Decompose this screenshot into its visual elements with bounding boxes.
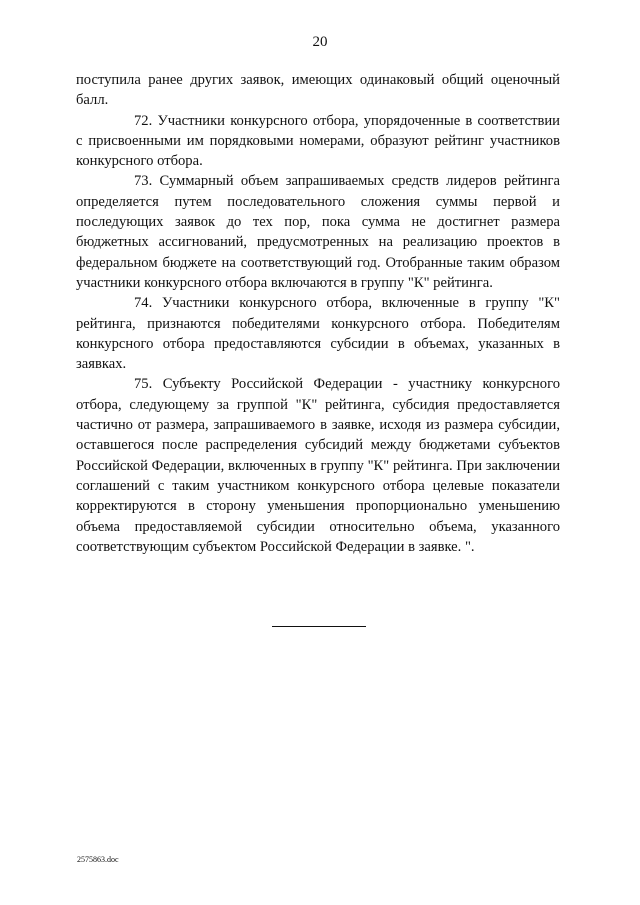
paragraph-continuation: поступила ранее других заявок, имеющих одинаковый общий оценочный балл. xyxy=(76,72,560,109)
paragraph-75: 75. Субъекту Российской Федерации - участнику конкурсного отбора, следующему за группой "К" рейтинга, субсидия предоставляется частично от размера, запрашиваемого в заявке, исходя из размера субсидии, оставшегося после распределения субсидий между бюджетами субъектов Российской Федерации, включенных в группу "К" рейтинга. При заключении соглашений с таким участником конкурсного отбора целевые показатели корректируются в сторону уменьшения пропорционально уменьшению объема предоставляемой субсидии относительно объема, указанного соответствующим субъектом Российской Федерации в заявке. ". xyxy=(76,376,560,555)
end-of-document-rule xyxy=(272,626,366,627)
page-number: 20 xyxy=(312,34,328,50)
paragraph-74: 74. Участники конкурсного отбора, включенные в группу "К" рейтинга, признаются победителями конкурсного отбора. Победителям конкурсного отбора предоставляются субсидии в объемах, указанных в заявках. xyxy=(76,295,560,373)
paragraph-72: 72. Участники конкурсного отбора, упорядоченные в соответствии с присвоенными им порядковыми номерами, образуют рейтинг участников конкурсного отбора. xyxy=(76,112,560,170)
document-file-id: 2575863.doc xyxy=(77,855,119,864)
document-body xyxy=(76,70,560,557)
paragraph-73: 73. Суммарный объем запрашиваемых средств лидеров рейтинга определяется путем последовательного сложения суммы первой и последующих заявок до тех пор, пока сумма не достигнет размера бюджетных ассигнований, предусмотренных на реализацию проектов в федеральном бюджете на соответствующий год. Отобранные таким образом участники конкурсного отбора включаются в группу "К" рейтинга. xyxy=(76,173,560,291)
